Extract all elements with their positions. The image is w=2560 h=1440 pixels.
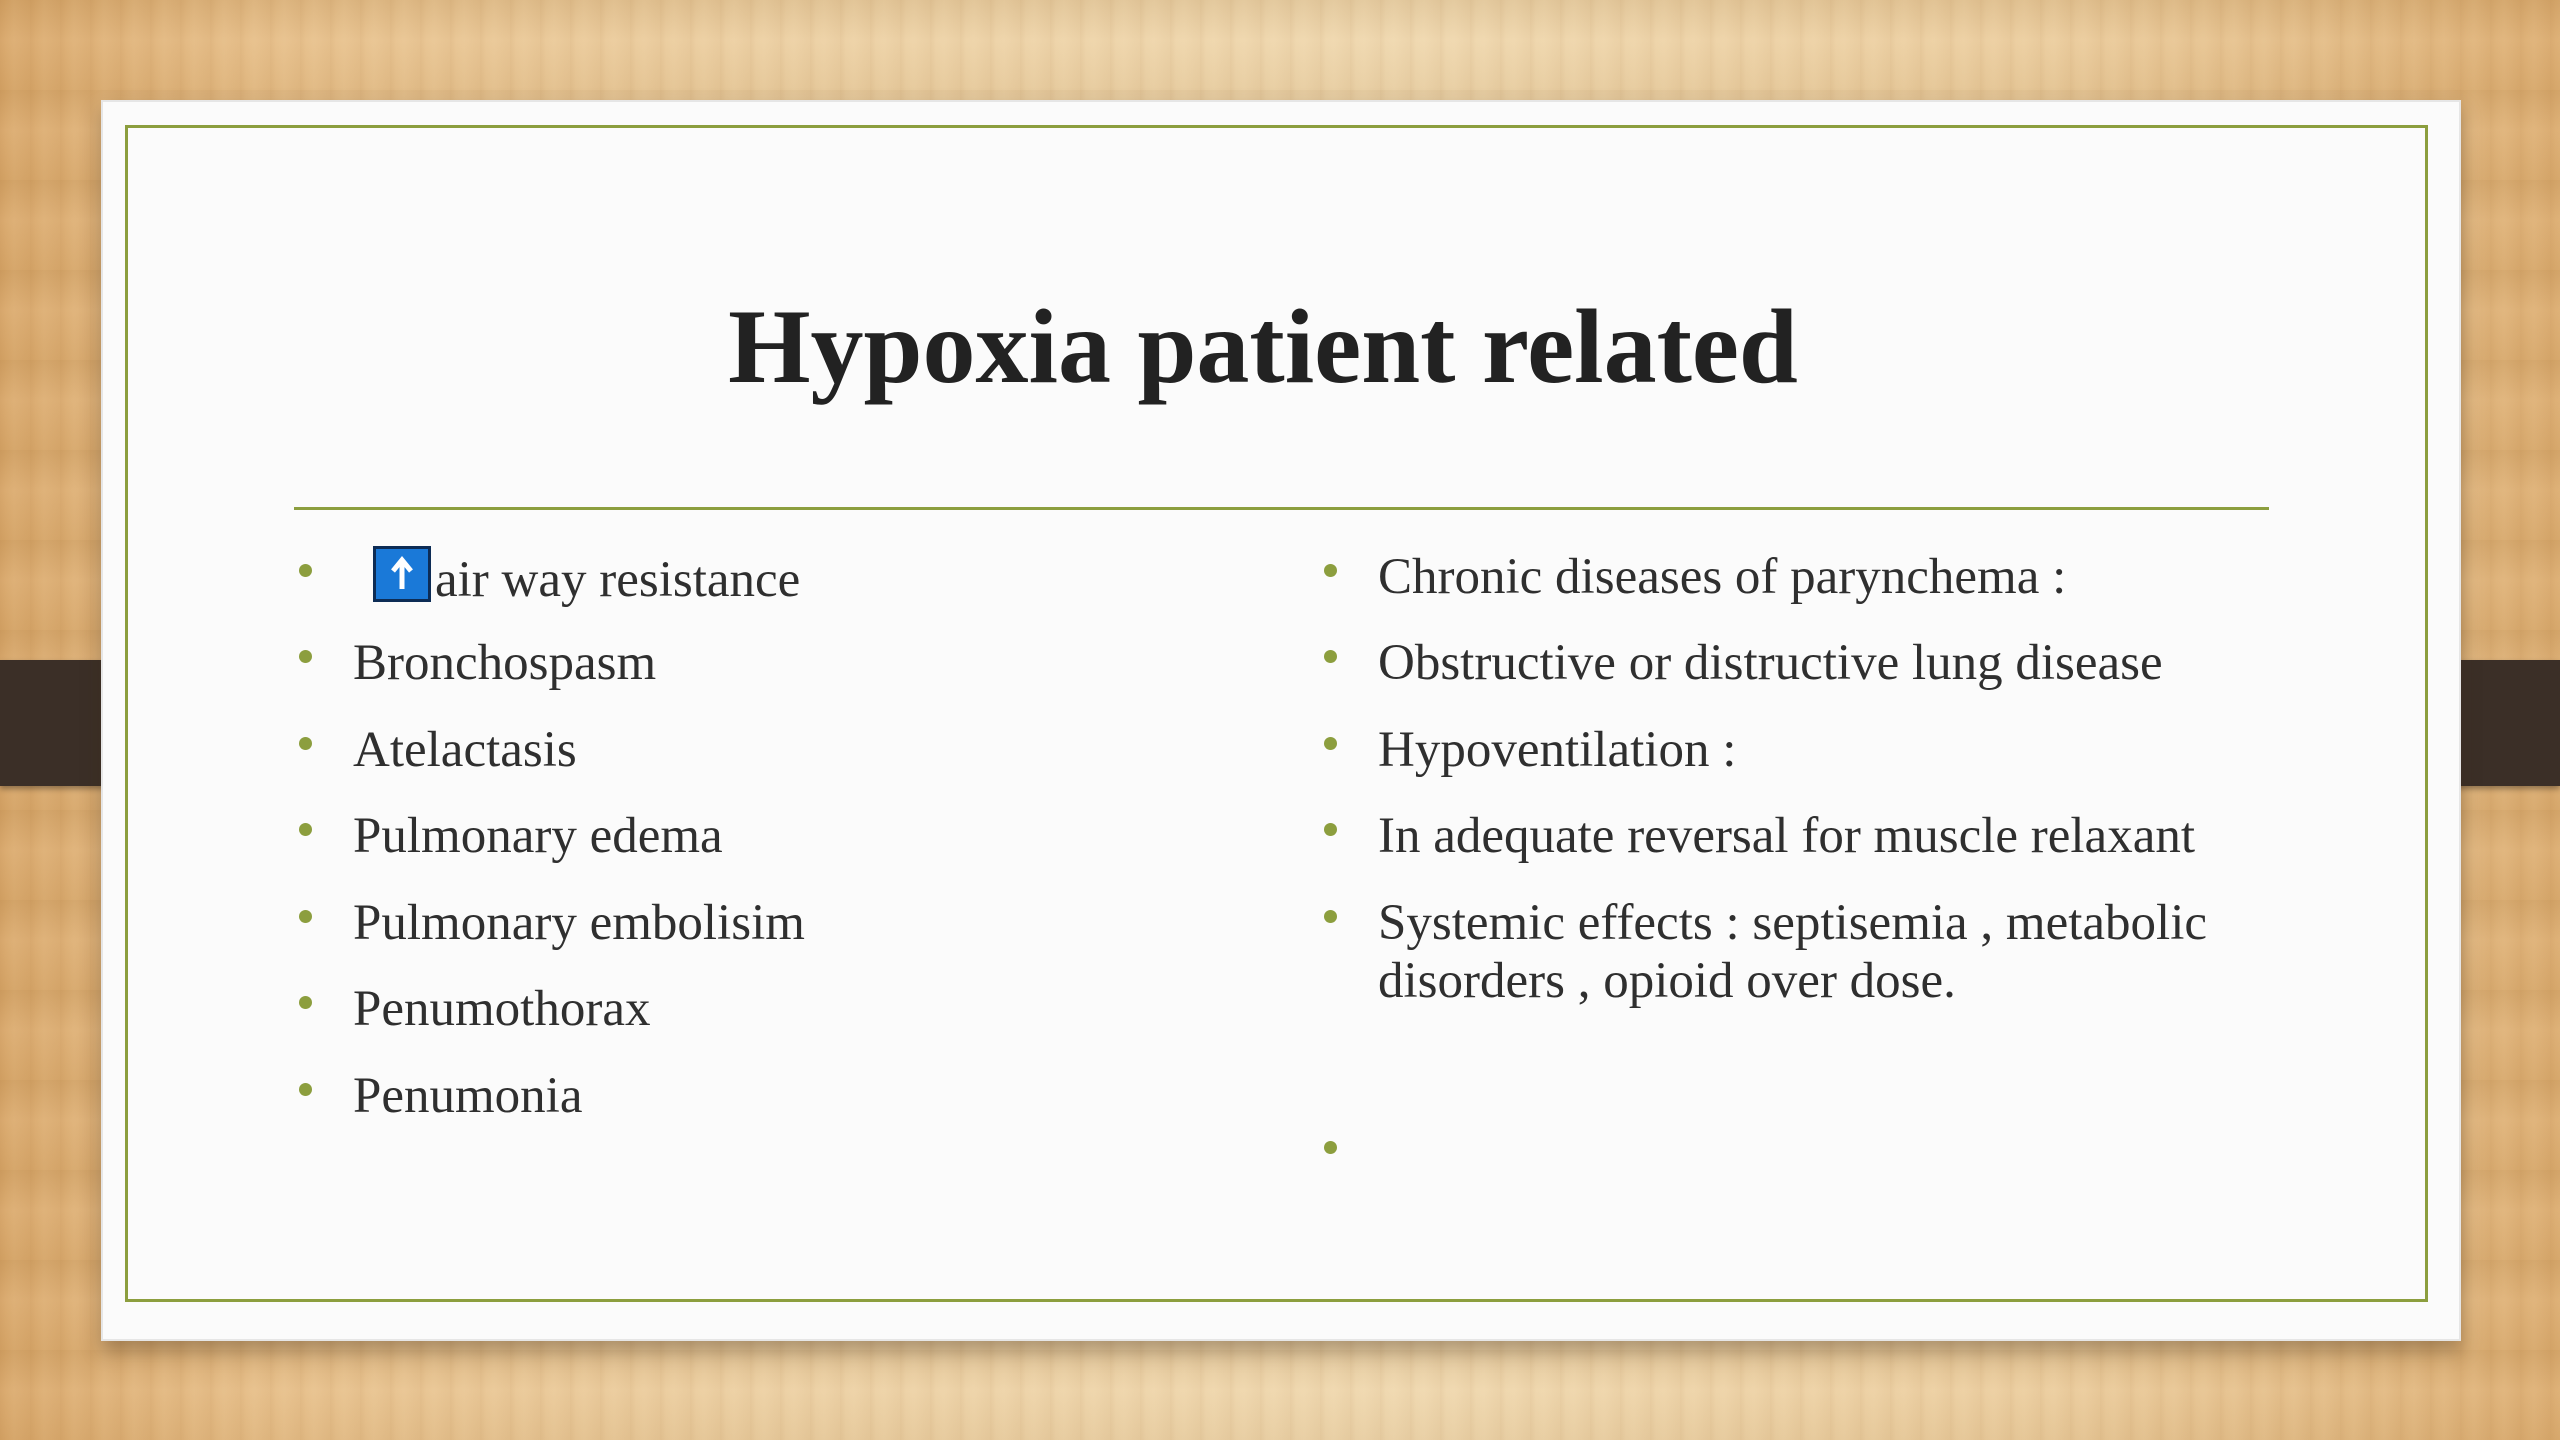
up-arrow-icon [373, 546, 431, 602]
bullet-marker [299, 737, 312, 750]
bullet-marker [299, 996, 312, 1009]
bullet-marker [1324, 1141, 1337, 1154]
list-item: Systemic effects : septisemia , metabolic disorders , opioid over dose. [1378, 895, 2207, 1009]
bullet-marker [1324, 564, 1337, 577]
bullet-marker [1324, 737, 1337, 750]
bullet-marker [299, 910, 312, 923]
list-item: Penumothorax [353, 981, 651, 1037]
list-item: Hypoventilation : [1378, 722, 1737, 778]
list-item: Penumonia [353, 1068, 583, 1124]
bullet-marker [299, 1083, 312, 1096]
bullet-marker [299, 650, 312, 663]
bullet-marker [299, 564, 312, 577]
list-item: Pulmonary embolisim [353, 895, 805, 951]
bullet-marker [1324, 650, 1337, 663]
list-item: Atelactasis [353, 722, 577, 778]
list-item: Chronic diseases of parynchema : [1378, 549, 2067, 605]
slide [101, 100, 2461, 1341]
bullet-marker [299, 823, 312, 836]
slide-title: Hypoxia patient related [728, 288, 1798, 405]
list-item: Obstructive or distructive lung disease [1378, 635, 2163, 691]
list-item: Bronchospasm [353, 635, 657, 691]
list-item-text: air way resistance [435, 552, 801, 608]
list-item [373, 548, 800, 609]
list-item: In adequate reversal for muscle relaxant [1378, 808, 2195, 864]
bullet-marker [1324, 910, 1337, 923]
list-item: Pulmonary edema [353, 808, 723, 864]
title-divider [294, 507, 2269, 510]
bullet-marker [1324, 823, 1337, 836]
